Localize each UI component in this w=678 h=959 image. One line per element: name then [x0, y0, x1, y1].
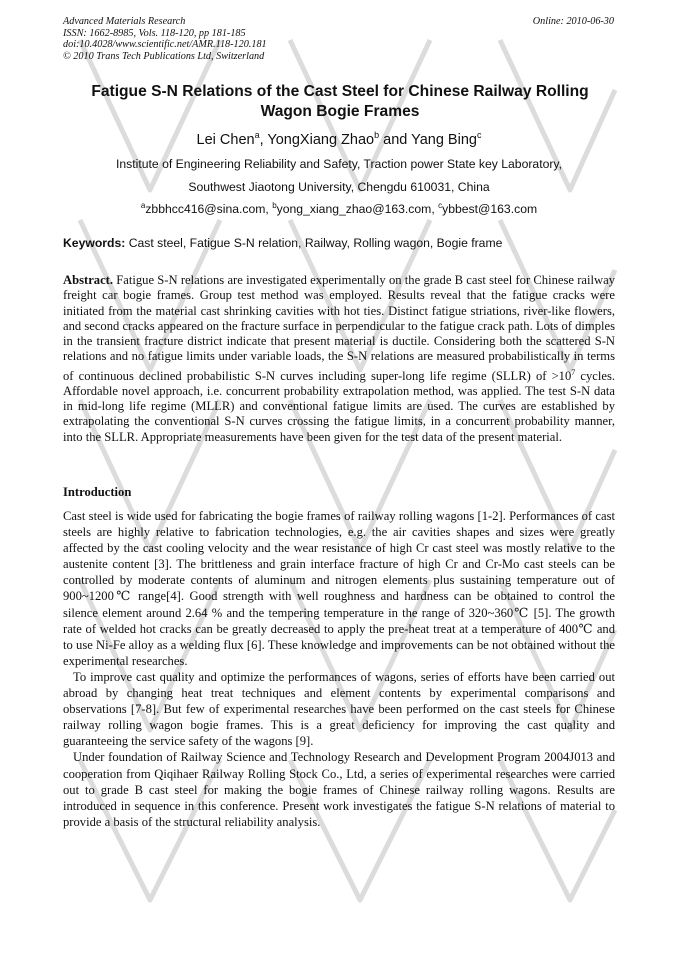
author-sup: c [476, 130, 482, 140]
author-name: YongXiang Zhao [267, 131, 375, 148]
email-link[interactable]: ybbest@163.com [442, 202, 538, 217]
email-link[interactable]: yong_xiang_zhao@163.com, [276, 202, 439, 217]
email-line [63, 201, 615, 216]
email-sup: a [140, 201, 146, 210]
journal-meta [63, 16, 267, 62]
abstract-text: cycles. Affordable novel approach, i.e. concurrent probability extrapolation method, was applied. The test S-N data in mid-long life regime (MLLR) and conventional fatigue limits are used. The curves are established by extrapolating the conventional S-N curves crossing the fatigue limits, in a concurrent probability manner, into the SLLR. Appropriate measurements have been given for the test data of the present material. [63, 368, 615, 444]
paragraph: To improve cast quality and optimize the performances of wagons, series of efforts have been carried out abroad by changing heat treat techniques and element contents by experimental comparisons and observations [7-8]. But few of experimental researches have been performed on the cast steels for Chinese railway rolling wagon bogie frames. This is a great deficiency for improving the cast quality and guaranteeing the service safety of the wagons [9]. [63, 669, 615, 749]
abstract-superscript: 7 [571, 367, 576, 377]
copyright-line: © 2010 Trans Tech Publications Ltd, Switzerland [63, 50, 265, 62]
author-name: Lei Chen [196, 131, 255, 148]
affiliation-line-1: Institute of Engineering Reliability and Safety, Traction power State key Laboratory, [116, 157, 562, 171]
keywords-label: Keywords: [63, 236, 126, 250]
introduction-body [63, 508, 615, 830]
title-line-2: Wagon Bogie Frames [260, 102, 420, 120]
title-line-1: Fatigue S-N Relations of the Cast Steel for Chinese Railway Rolling [91, 83, 589, 100]
journal-name: Advanced Materials Research [63, 16, 186, 27]
keywords [63, 236, 502, 250]
paragraph: Cast steel is wide used for fabricating the bogie frames of railway rolling wagons [1-2]. Performances of cast steels are highly relative to fabrication technologies, e.g. the air cavities shapes and sizes were greatly affected by the cast cooling velocity and the wear resistance of high Cr cast steel was mostly relative to the austenite content [3]. The brittleness and grain interface fracture of high Cr and Cr-Mo cast steels can be controlled by moderate contents of aluminum and nitrogen elements plus sustaining temperature out of 900~1200℃ range[4]. Good strength with well roughness and hardness can be obtained to control the silence element around 2.64 % and the tempering temperature in the range of 320~360℃ [5]. The growth rate of welded hot cracks can be greatly decreased to apply the pre-heat treat at a temperature of 400℃ and to use Ni-Fe alloy as a welding flux [6]. These knowledge and improvements can be not obtained without the experimental researches. [63, 509, 615, 668]
author-separator: and [379, 131, 412, 148]
author-sup: b [374, 130, 380, 140]
keywords-text: Cast steel, Fatigue S-N relation, Railway, Rolling wagon, Bogie frame [125, 236, 503, 250]
abstract [63, 273, 615, 445]
author-sup: a [254, 130, 260, 140]
issn-line: ISSN: 1662-8985, Vols. 118-120, pp 181-185 [63, 27, 246, 39]
abstract-text: Fatigue S-N relations are investigated experimentally on the grade B cast steel for Chinese railway freight car bogie frames. Group test method was employed. Results reveal that the fatigue cracks were initiated from the material cast shrinking cavities with hot ties. Distinct fatigue striations, river-like flowers, and second cracks appeared on the fracture surface in perpendicular to the fatigue crack path. Lots of dimples in the transient fracture district indicate that present material is ductile. Considering both the scattered S-N relations and no fatigue limits under variable loads, the S-N relations are measured probabilistically in terms of continuous declined probabilistic S-N curves including super-long life regime (SLLR) of >10 [63, 273, 615, 383]
email-link[interactable]: zbbhcc416@sina.com, [145, 202, 273, 217]
doi-link[interactable]: doi:10.4028/www.scientific.net/AMR.118-120.181 [63, 39, 267, 51]
author-name: Yang Bing [411, 131, 477, 148]
email-sup: c [438, 201, 443, 210]
author-separator: , [259, 131, 268, 148]
author-list [63, 130, 615, 148]
affiliation-line-2: Southwest Jiaotong University, Chengdu 610031, China [188, 180, 490, 194]
section-heading-introduction: Introduction [63, 485, 132, 499]
abstract-label: Abstract. [63, 273, 114, 287]
paragraph: Under foundation of Railway Science and Technology Research and Development Program 2004J013 and cooperation from Qiqihaer Railway Rolling Stock Co., Ltd, a series of experimental researches were carried out to grade B cast steel for making the bogie frames of Chinese railway rolling wagons. Results are introduced in sequence in this conference. Present work investigates the fatigue S-N relations of material to provide a basis of the structural reliability analysis. [63, 750, 615, 829]
email-sup: b [272, 201, 277, 210]
online-date: Online: 2010-06-30 [532, 16, 614, 27]
paper-title [70, 82, 610, 121]
